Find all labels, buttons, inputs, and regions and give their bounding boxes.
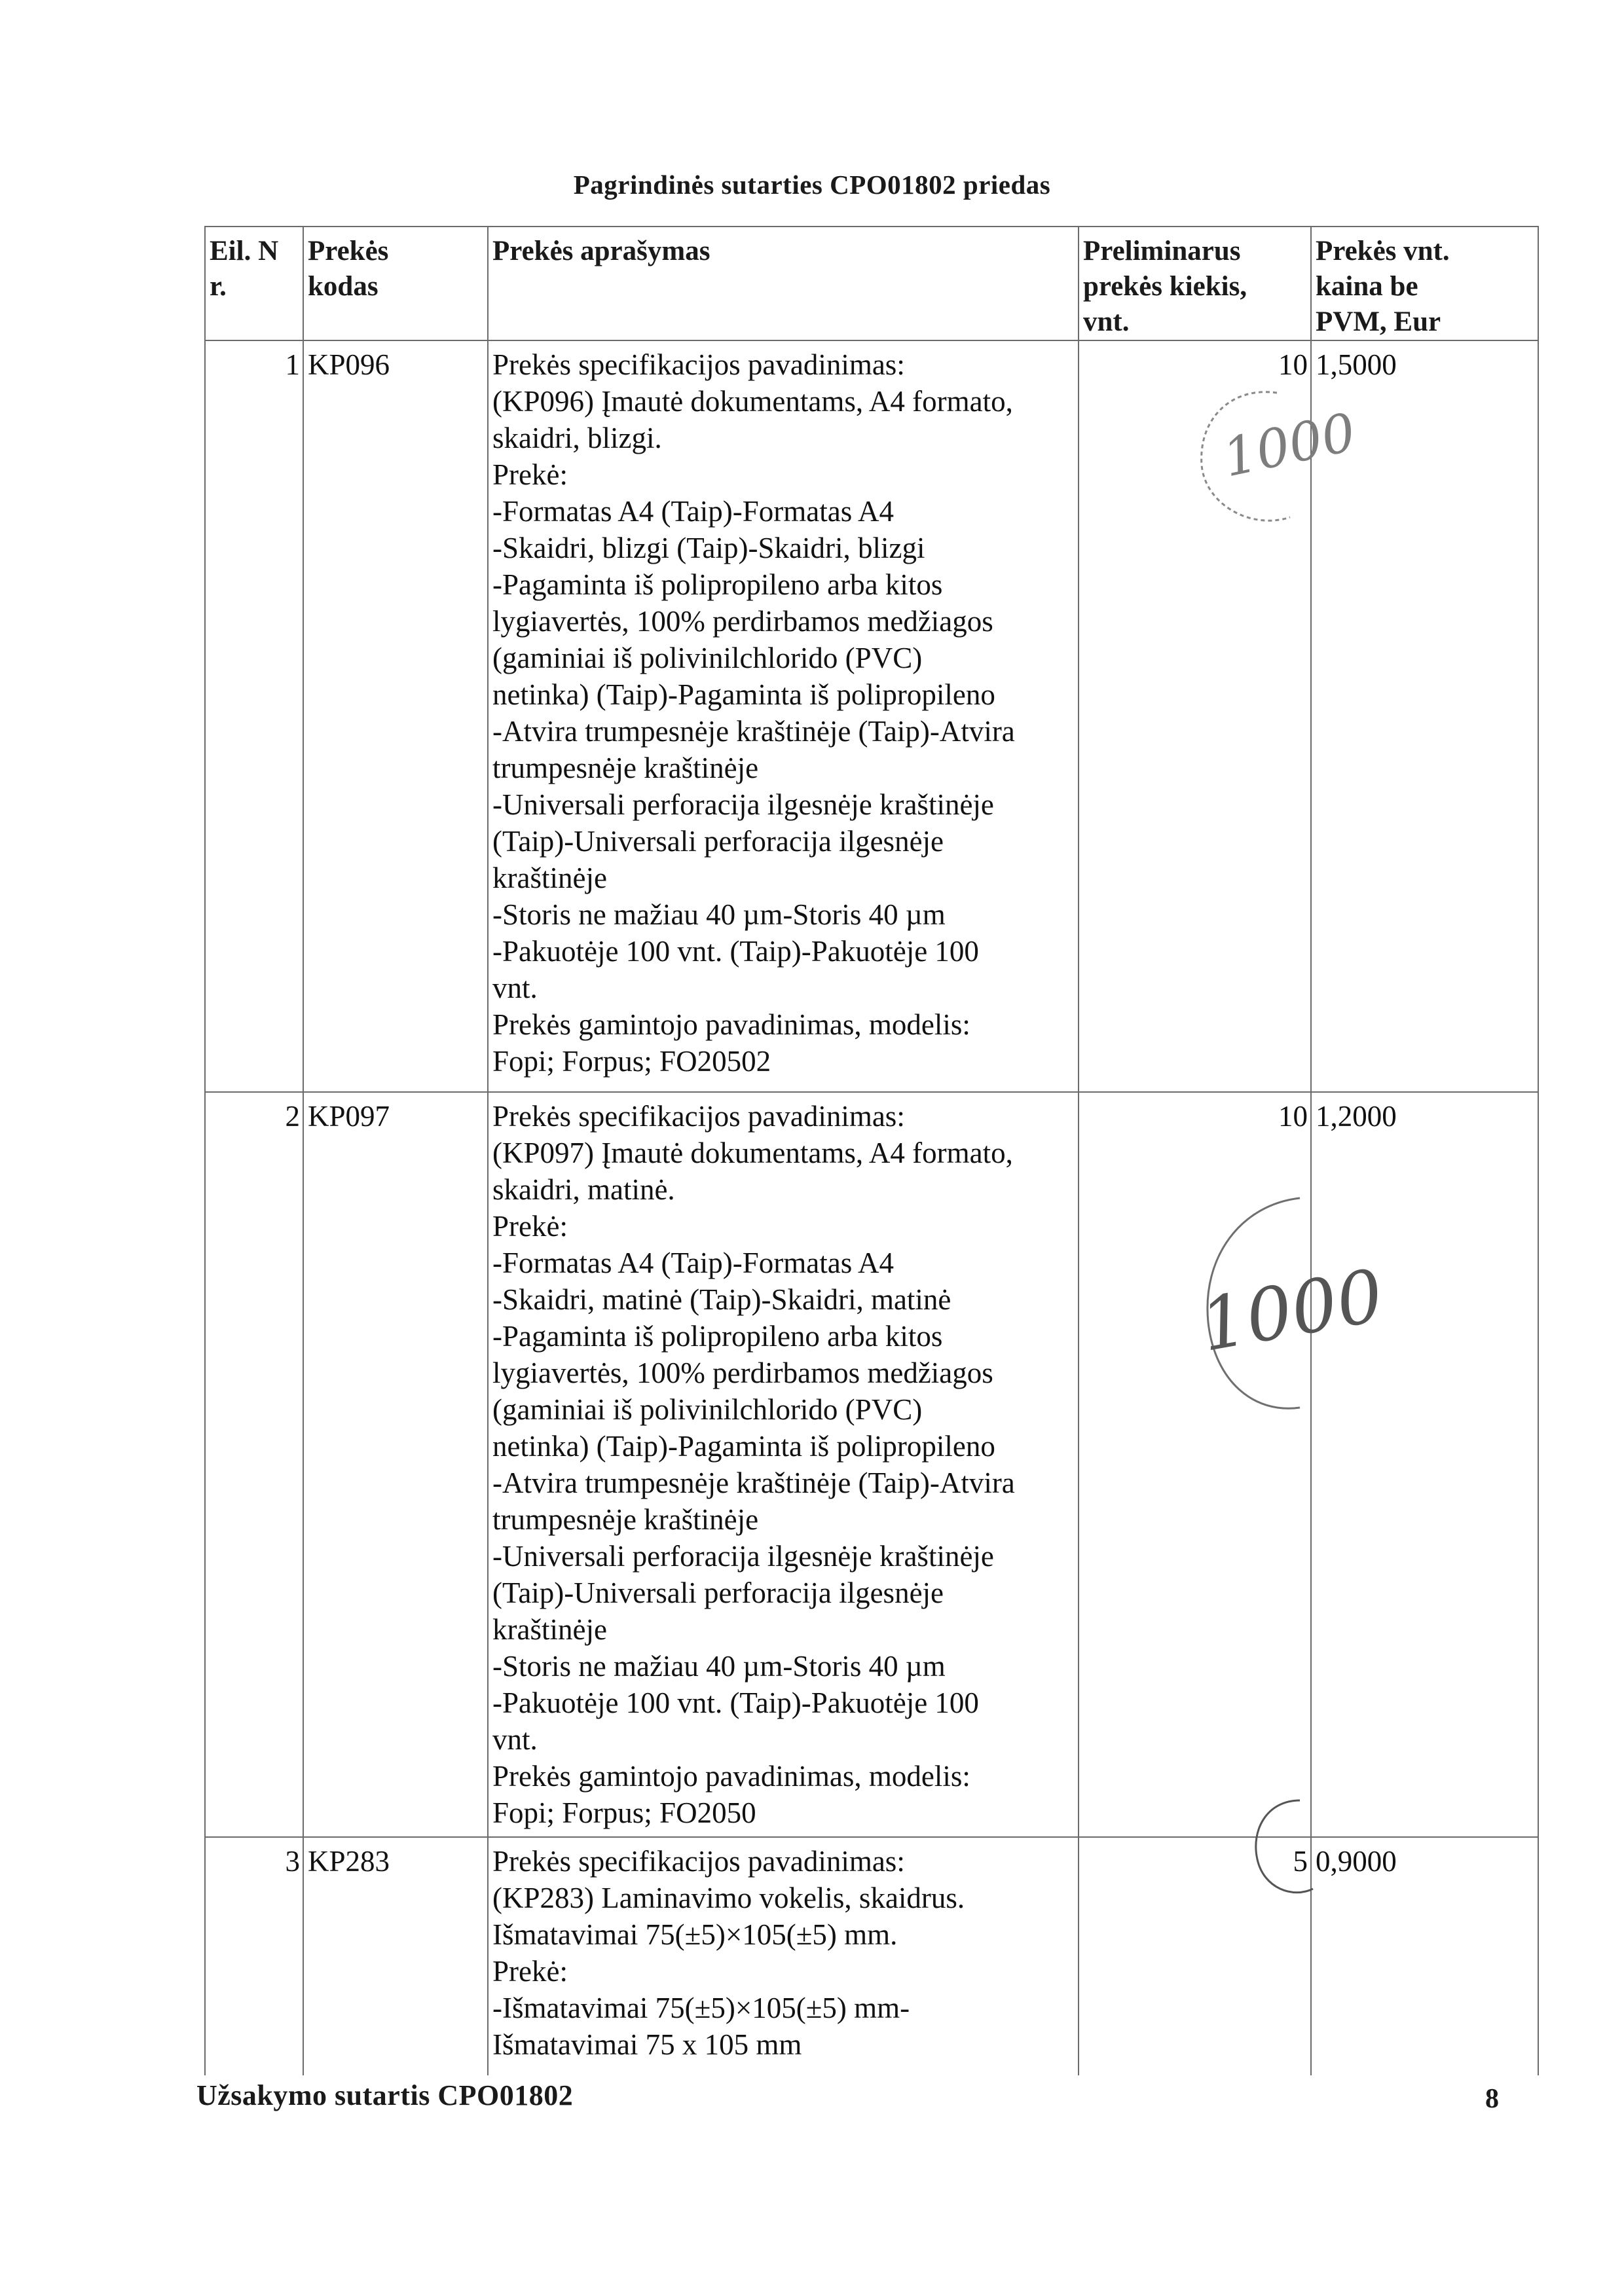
- svg-text:1000: 1000: [1194, 1253, 1390, 1368]
- description-line: Prekės gamintojo pavadinimas, modelis:: [492, 1760, 970, 1793]
- description-line: (gaminiai iš polivinilchlorido (PVC): [492, 642, 923, 674]
- row-description: [488, 1837, 1079, 2075]
- row-price: 1,5000: [1311, 340, 1538, 1092]
- description-line: vnt.: [492, 1723, 538, 1756]
- description-line: -Formatas A4 (Taip)-Formatas A4: [492, 495, 894, 528]
- row-description: [488, 340, 1079, 1092]
- description-line: Prekės specifikacijos pavadinimas:: [492, 1845, 905, 1878]
- row-price: 0,9000: [1311, 1837, 1538, 2075]
- row-code: KP097: [303, 1092, 488, 1837]
- description-line: -Atvira trumpesnėje kraštinėje (Taip)-Atvira: [492, 715, 1015, 748]
- description-line: Išmatavimai 75 x 105 mm: [492, 2028, 802, 2061]
- description-line: Prekė:: [492, 458, 568, 491]
- description-line: netinka) (Taip)-Pagaminta iš polipropileno: [492, 678, 995, 711]
- description-line: vnt.: [492, 972, 538, 1004]
- description-line: -Skaidri, matinė (Taip)-Skaidri, matinė: [492, 1283, 951, 1316]
- description-line: (KP096) Įmautė dokumentams, A4 formato,: [492, 385, 1013, 418]
- description-line: lygiavertės, 100% perdirbamos medžiagos: [492, 605, 993, 638]
- row-nr: 1: [205, 340, 303, 1092]
- header-code: Prekės kodas: [303, 227, 488, 340]
- description-line: skaidri, matinė.: [492, 1173, 675, 1206]
- description-line: trumpesnėje kraštinėje: [492, 1503, 759, 1536]
- header-nr: Eil. N r.: [205, 227, 303, 340]
- description-line: Prekės specifikacijos pavadinimas:: [492, 348, 905, 381]
- footer-contract: Užsakymo sutartis CPO01802: [196, 2079, 574, 2111]
- row-quantity: 10: [1079, 1092, 1311, 1837]
- description-line: -Pagaminta iš polipropileno arba kitos: [492, 568, 943, 601]
- table-header-row: [205, 227, 1538, 340]
- header-quantity: Preliminarus prekės kiekis, vnt.: [1079, 227, 1311, 340]
- description-line: -Išmatavimai 75(±5)×105(±5) mm-: [492, 1992, 910, 2024]
- description-line: (Taip)-Universali perforacija ilgesnėje: [492, 1576, 944, 1609]
- description-line: (KP097) Įmautė dokumentams, A4 formato,: [492, 1137, 1013, 1169]
- description-line: Fopi; Forpus; FO20502: [492, 1045, 771, 1078]
- description-line: kraštinėje: [492, 1613, 607, 1646]
- description-line: netinka) (Taip)-Pagaminta iš polipropileno: [492, 1430, 995, 1463]
- description-line: Išmatavimai 75(±5)×105(±5) mm.: [492, 1918, 898, 1951]
- description-line: -Storis ne mažiau 40 µm-Storis 40 µm: [492, 1650, 946, 1683]
- description-line: (KP283) Laminavimo vokelis, skaidrus.: [492, 1882, 965, 1914]
- description-line: -Universali perforacija ilgesnėje kraštinėje: [492, 1540, 994, 1573]
- description-line: -Universali perforacija ilgesnėje kraštinėje: [492, 788, 994, 821]
- row-description: [488, 1092, 1079, 1837]
- table-row: [205, 340, 1538, 1092]
- header-price: Prekės vnt. kaina be PVM, Eur: [1311, 227, 1538, 340]
- description-line: -Pagaminta iš polipropileno arba kitos: [492, 1320, 943, 1353]
- description-line: -Pakuotėje 100 vnt. (Taip)-Pakuotėje 100: [492, 935, 979, 968]
- description-line: trumpesnėje kraštinėje: [492, 752, 759, 784]
- table-row: [205, 1092, 1538, 1837]
- row-quantity: 5: [1079, 1837, 1311, 2075]
- description-line: (Taip)-Universali perforacija ilgesnėje: [492, 825, 944, 858]
- description-line: Prekė:: [492, 1955, 568, 1988]
- row-nr: 2: [205, 1092, 303, 1837]
- row-code: KP096: [303, 340, 488, 1092]
- description-line: -Atvira trumpesnėje kraštinėje (Taip)-Atvira: [492, 1467, 1015, 1499]
- table-row: [205, 1837, 1538, 2075]
- row-price: 1,2000: [1311, 1092, 1538, 1837]
- description-line: kraštinėje: [492, 862, 607, 894]
- description-line: -Formatas A4 (Taip)-Formatas A4: [492, 1247, 894, 1279]
- description-line: Prekės gamintojo pavadinimas, modelis:: [492, 1008, 970, 1041]
- page-title: Pagrindinės sutarties CPO01802 priedas: [573, 170, 1051, 200]
- description-line: -Storis ne mažiau 40 µm-Storis 40 µm: [492, 898, 946, 931]
- description-line: Prekė:: [492, 1210, 568, 1243]
- description-line: Fopi; Forpus; FO2050: [492, 1796, 756, 1829]
- page-number: 8: [1485, 2084, 1499, 2114]
- specification-table: [204, 226, 1539, 2075]
- row-code: KP283: [303, 1837, 488, 2075]
- svg-text:1000: 1000: [1217, 401, 1361, 489]
- row-nr: 3: [205, 1837, 303, 2075]
- description-line: -Pakuotėje 100 vnt. (Taip)-Pakuotėje 100: [492, 1686, 979, 1719]
- description-line: (gaminiai iš polivinilchlorido (PVC): [492, 1393, 923, 1426]
- header-description: Prekės aprašymas: [488, 227, 1079, 340]
- description-line: lygiavertės, 100% perdirbamos medžiagos: [492, 1357, 993, 1389]
- description-line: Prekės specifikacijos pavadinimas:: [492, 1100, 905, 1133]
- description-line: skaidri, blizgi.: [492, 422, 662, 454]
- row-quantity: 10: [1079, 340, 1311, 1092]
- description-line: -Skaidri, blizgi (Taip)-Skaidri, blizgi: [492, 532, 925, 564]
